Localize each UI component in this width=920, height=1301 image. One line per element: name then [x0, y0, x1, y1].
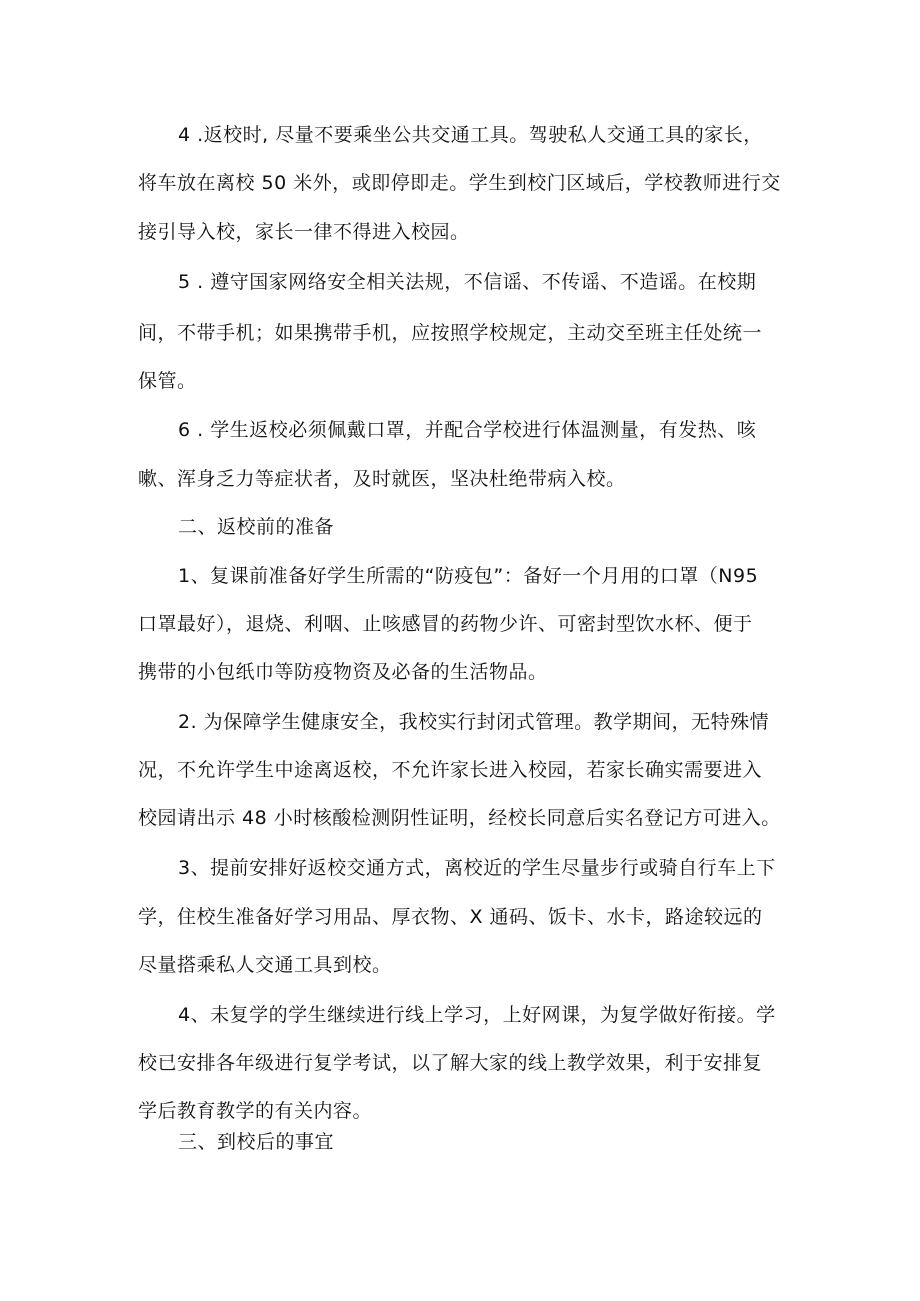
prep-3-line-1: 3、提前安排好返校交通方式，离校近的学生尽量步行或骑自行车上下 [178, 857, 776, 879]
prep-2-line-2: 况，不允许学生中途离返校，不允许家长进入校园，若家长确实需要进入 [138, 759, 763, 781]
item-4-line-1: 4 .返校时, 尽量不要乘坐公共交通工具。驾驶私人交通工具的家长， [178, 124, 763, 146]
section-heading-3: 三、到校后的事宜 [178, 1131, 335, 1153]
prep-4-line-3: 学后教育教学的有关内容。 [138, 1100, 373, 1122]
prep-2-line-1: 2. 为保障学生健康安全，我校实行封闭式管理。教学期间，无特殊情 [178, 711, 770, 733]
item-5-line-3: 保管。 [138, 370, 197, 392]
prep-1-line-3: 携带的小包纸巾等防疫物资及必备的生活物品。 [138, 661, 548, 683]
prep-2-line-3: 校园请出示 48 小时核酸检测阴性证明，经校长同意后实名登记方可进入。 [138, 807, 781, 829]
prep-3-line-3: 尽量搭乘私人交通工具到校。 [138, 954, 392, 976]
item-6-line-2: 嗽、浑身乏力等症状者，及时就医，坚决杜绝带病入校。 [138, 468, 626, 490]
prep-1-line-1: 1、复课前准备好学生所需的“防疫包”：备好一个月用的口罩（N95 [178, 565, 759, 587]
prep-4-line-2: 校已安排各年级进行复学考试，以了解大家的线上教学效果，利于安排复 [138, 1052, 763, 1074]
item-6-line-1: 6 . 学生返校必须佩戴口罩，并配合学校进行体温测量，有发热、咳 [178, 419, 757, 441]
section-heading-2: 二、返校前的准备 [178, 516, 335, 538]
item-4-line-2: 将车放在离校 50 米外，或即停即走。学生到校门区域后，学校教师进行交 [138, 172, 781, 194]
item-4-line-3: 接引导入校，家长一律不得进入校园。 [138, 221, 470, 243]
prep-1-line-2: 口罩最好），退烧、利咽、止咳感冒的药物少许、可密封型饮水杯、便于 [138, 613, 753, 635]
item-5-line-2: 间，不带手机；如果携带手机，应按照学校规定，主动交至班主任处统一 [138, 322, 763, 344]
prep-3-line-2: 学，住校生准备好学习用品、厚衣物、X 通码、饭卡、水卡，路途较远的 [138, 906, 763, 928]
prep-4-line-1: 4、未复学的学生继续进行线上学习，上好网课，为复学做好衔接。学 [178, 1004, 776, 1026]
item-5-line-1: 5 . 遵守国家网络安全相关法规，不信谣、不传谣、不造谣。在校期 [178, 271, 757, 293]
